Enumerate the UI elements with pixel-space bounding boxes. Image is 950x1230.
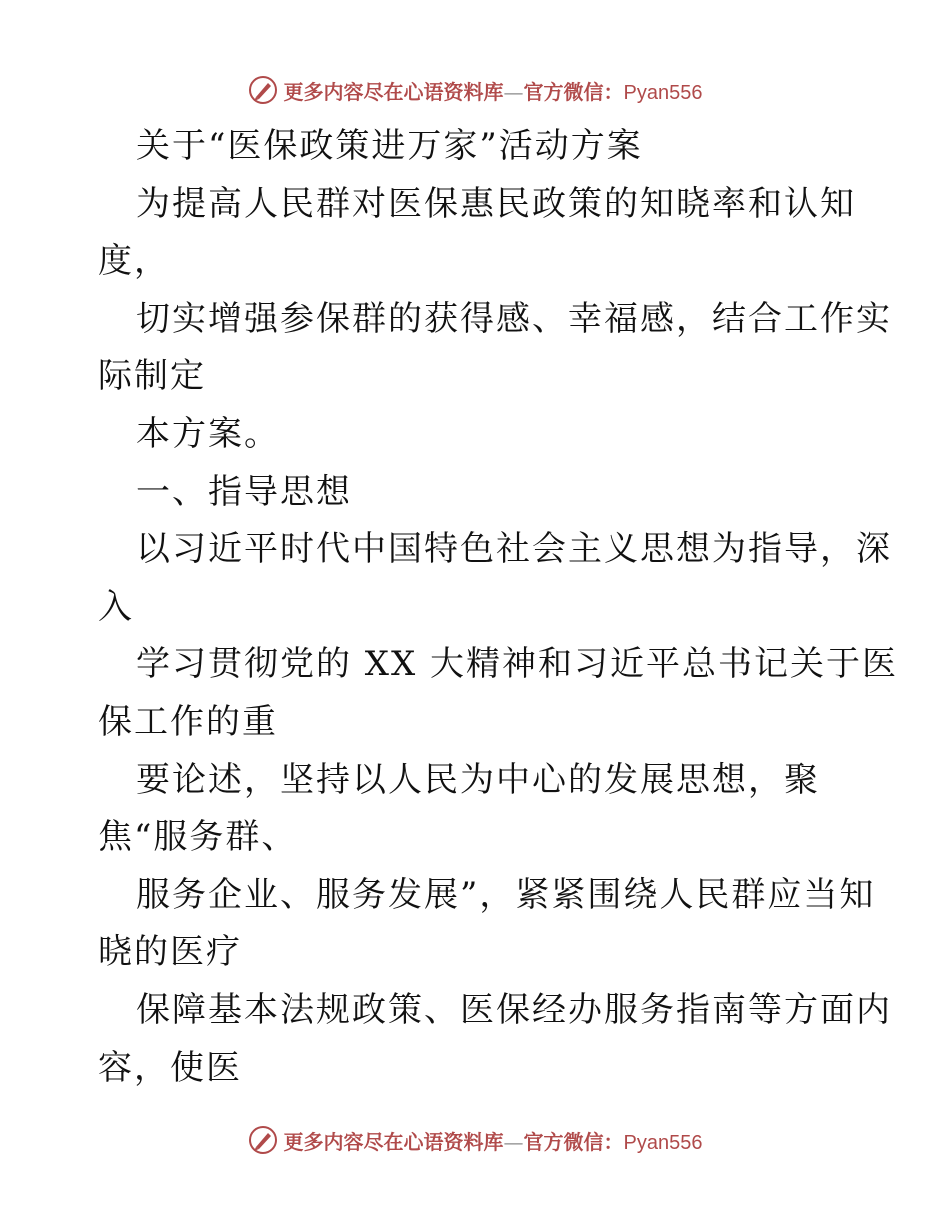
paragraph-line: 切实增强参保群的获得感、幸福感，结合工作实 [136,298,892,339]
banner-text [284,1126,703,1155]
feather-pen-logo-icon [248,75,278,105]
feather-pen-logo-icon [248,1125,278,1155]
paragraph-line: 保工作的重 [98,701,278,742]
banner-site-text: 更多内容尽在心语资料库 [283,1129,504,1154]
paragraph-line: 际制定 [98,356,206,397]
paragraph-line: 本方案。 [136,413,280,454]
banner-wechat-id: Pyan556 [623,81,703,104]
paragraph-line: 保障基本法规政策、医保经办服务指南等方面内 [136,989,892,1030]
paragraph-line: 晓的医疗 [98,932,242,973]
paragraph-line: 以习近平时代中国特色社会主义思想为指导，深 [136,529,892,570]
paragraph-line: 服务企业、服务发展”，紧紧围绕人民群应当知 [136,874,876,915]
header-banner [0,70,950,110]
section-heading: 一、指导思想 [136,471,352,512]
paragraph-line: 学习贯彻党的 XX 大精神和习近平总书记关于医 [136,644,899,685]
banner-wechat-label: 官方微信： [523,1129,624,1154]
paragraph-line: 容，使医 [98,1047,242,1088]
paragraph-line: 焦“服务群、 [98,817,298,858]
document-body [98,118,899,1097]
paragraph-line: 入 [98,586,134,627]
banner-site-text: 更多内容尽在心语资料库 [283,79,504,104]
banner-wechat-id: Pyan556 [623,1131,703,1154]
paragraph-line: 要论述，坚持以人民为中心的发展思想，聚 [136,759,820,800]
banner-wechat-label: 官方微信： [523,79,624,104]
banner-separator: — [503,79,524,104]
paragraph-line: 为提高人民群对医保惠民政策的知晓率和认知 [136,183,856,224]
banner-text [284,76,703,105]
footer-banner [0,1120,950,1160]
paragraph-line: 度， [98,241,170,282]
banner-separator: — [503,1129,524,1154]
document-title: 关于“医保政策进万家”活动方案 [136,126,643,166]
